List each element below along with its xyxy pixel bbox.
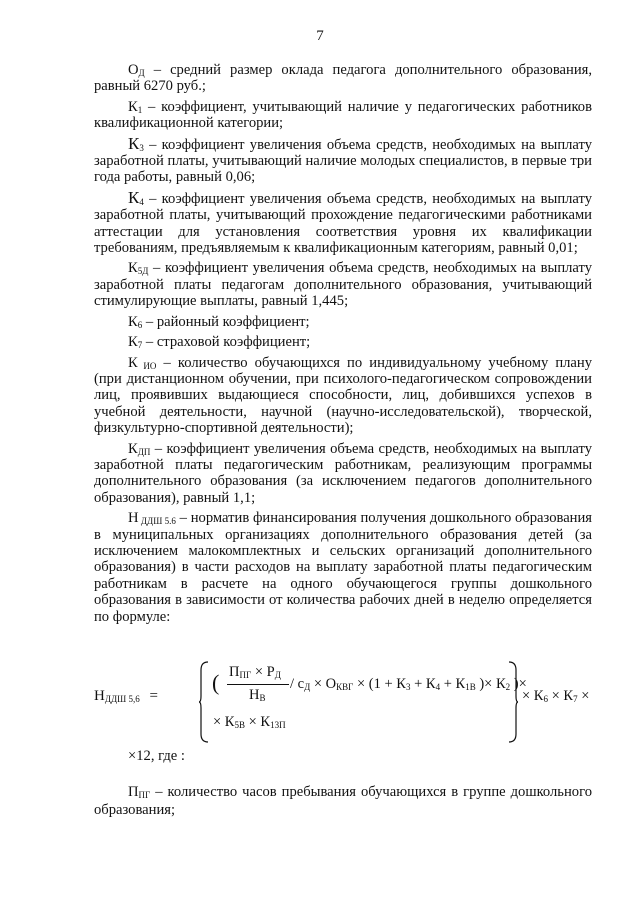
def-k7: $К_7$ – страховой коэффициент;	[128, 334, 311, 351]
formula-lhs: $Н_{ДДШ 5,6}$ =	[94, 688, 158, 704]
left-brace-icon	[198, 660, 210, 744]
formula-tail: ×12, где :	[128, 748, 185, 764]
right-brace-icon	[507, 660, 519, 744]
fraction-denominator: $Н_В$	[249, 687, 266, 703]
def-k5d: $К_{5Д}$ – коэффициент увеличения объема средств, необходимых на выплату заработной платы педагогам дополнительного образования, учитывающий стимулирующие выплаты, равный 1,445;	[94, 260, 592, 310]
formula-row1: / $с_Д \times О_{КВГ} \times (1 + К_3 + К_4 + К_{1В}$ )× $К_2$ )×	[290, 676, 527, 692]
fraction-bar	[227, 684, 289, 685]
def-k4: $К_4$ – коэффициент увеличения объема средств, необходимых на выплату заработной платы, учитывающий прохождение педагогическими работниками аттестации для установления соответствия уровня их квалификации требованиям, предъявляемым к квалификационным категориям, равный 0,01;	[94, 187, 592, 257]
formula-block	[94, 660, 606, 744]
def-nddsh: Н $_{ДДШ 5.6}$ – норматив финансирования получения дошкольного образования в муниципальных организациях дополнительного образования детей (за исключением малокомплектных и сельских организаций дополнительного образования) в части расходов на выплату заработной платы педагогическим работникам в расчете на одного обучающегося группы дошкольного образования в зависимости от количества рабочих дней в неделю определяется по формуле:	[94, 510, 593, 625]
formula-rhs: × $К_6 \times К_7$ ×	[522, 688, 590, 704]
formula-row2: × $К_{5В} \times К_{13П}$	[213, 714, 286, 730]
def-k6: $К_6$ – районный коэффициент;	[128, 313, 310, 330]
definitions-block	[94, 62, 592, 625]
fraction-numerator: $П_{ПГ} \times Р_Д$	[229, 664, 281, 680]
def-k3: $К_3$ – коэффициент увеличения объема средств, необходимых на выплату заработной платы, учитывающий наличие молодых специалистов, в первые три года работы, равный 0,06;	[94, 133, 592, 186]
open-paren: (	[212, 670, 220, 695]
def-k1: $К_1$ – коэффициент, учитывающий наличие у педагогических работников квалификационной категории;	[94, 98, 592, 132]
def-kio: К $_{ИО}$ – количество обучающихся по индивидуальному учебному плану (при дистанционном обучении, при психолого-педагогическом сопровождении лиц, проявивших выдающиеся способности, лиц, добившихся успехов в учебной деятельности, научной (научно-исследовательской), творческой, физкультурно-спортивной деятельности);	[94, 354, 593, 437]
def-kdp: $К_{ДП}$ – коэффициент увеличения объема средств, необходимых на выплату заработной платы педагогическим работникам, реализующим программы дополнительного образования (за исключением педагогов дополнительного образования), равный 1,1;	[94, 440, 592, 506]
def-ppg: $П_{ПГ}$ – количество часов пребывания обучающихся в группе дошкольного образования;	[94, 784, 592, 818]
def-od: $О_Д$ – средний размер оклада педагога дополнительного образования, равный 6270 руб.;	[94, 62, 592, 95]
page-number: 7	[316, 28, 324, 44]
